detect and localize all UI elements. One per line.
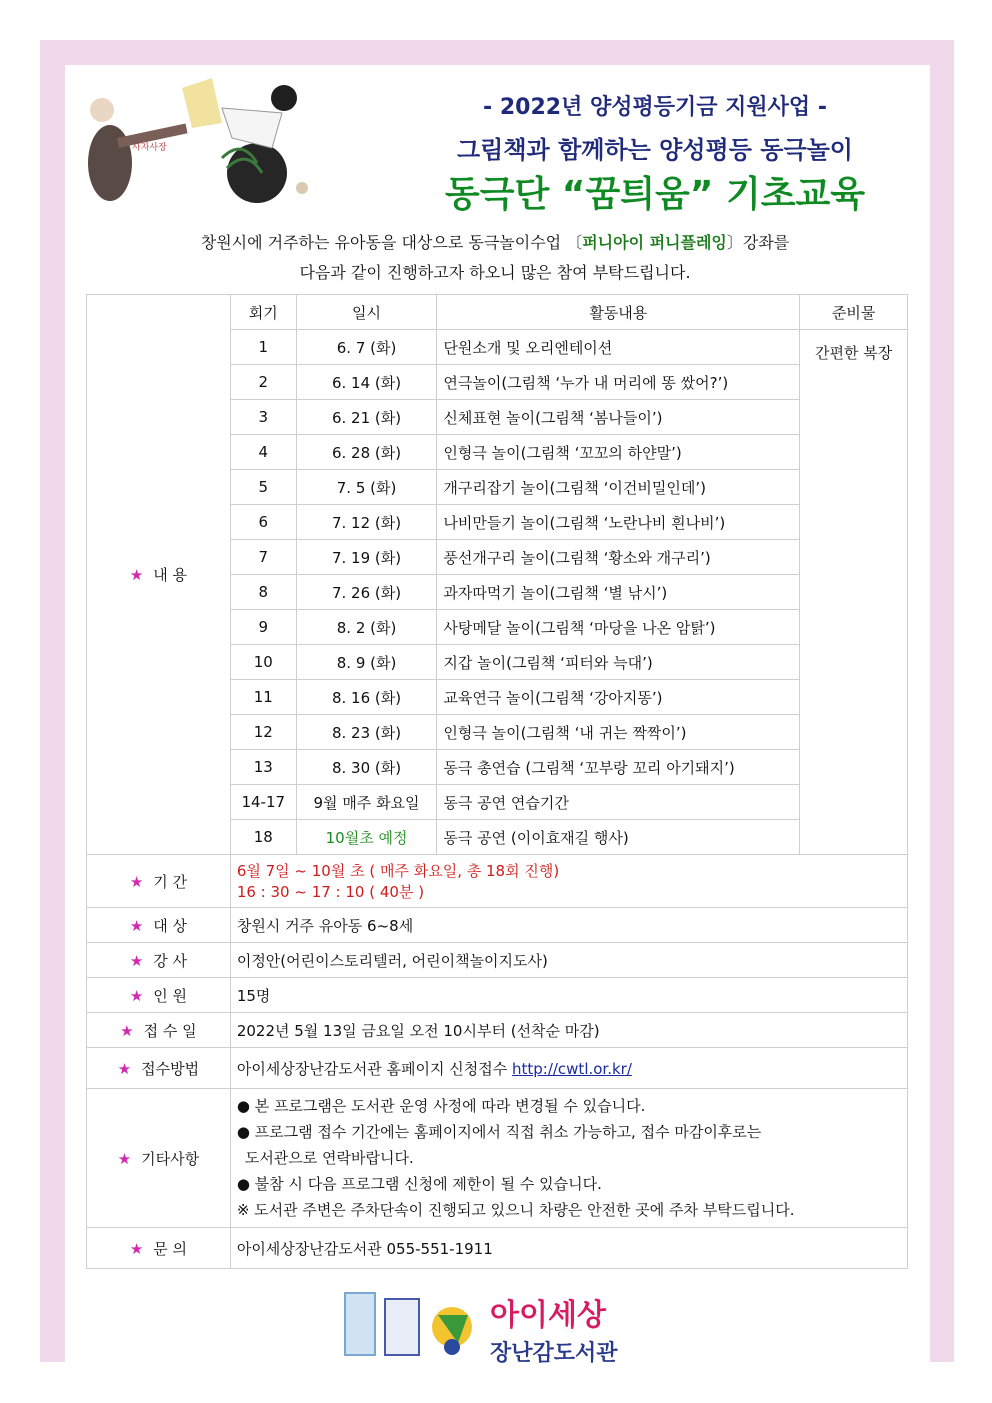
intro-line-1 [90,230,900,253]
date-cell: 8. 9 (화) [296,645,437,680]
activity-cell: 지갑 놀이(그림책 ‘피터와 늑대’) [437,645,800,680]
target-value: 창원시 거주 유아동 6~8세 [230,908,907,943]
info-row-period [87,855,908,908]
date-cell: 7. 26 (화) [296,575,437,610]
date-cell: 6. 14 (화) [296,365,437,400]
activity-cell: 인형극 놀이(그림책 ‘내 귀는 짝짝이’) [437,715,800,750]
star-icon: ★ [129,951,144,970]
session-cell: 14-17 [230,785,296,820]
capacity-label: ★ 인 원 [87,978,231,1013]
session-cell: 10 [230,645,296,680]
info-row-contact [87,1228,908,1269]
info-row-target [87,908,908,943]
logo-text-2: 장난감도서관 [490,1341,618,1366]
session-cell: 9 [230,610,296,645]
date-cell: 6. 28 (화) [296,435,437,470]
program-table [86,294,908,1269]
schedule-header-row [87,295,908,330]
star-icon: ★ [129,872,144,891]
session-cell: 2 [230,365,296,400]
activity-cell: 신체표현 놀이(그림책 ‘봄나들이’) [437,400,800,435]
note-line-2: ● 프로그램 접수 기간에는 홈페이지에서 직접 취소 가능하고, 접수 마감이후로는 [236,1123,762,1141]
session-cell: 12 [230,715,296,750]
header-session: 회기 [230,295,296,330]
header-prep: 준비물 [800,295,908,330]
star-icon: ★ [117,1059,132,1078]
date-cell: 8. 30 (화) [296,750,437,785]
contact-value: 아이세상장난감도서관 055-551-1911 [230,1228,907,1269]
date-cell: 6. 7 (화) [296,330,437,365]
note-line-4: ● 불참 시 다음 프로그램 신청에 제한이 될 수 있습니다. [236,1175,602,1193]
session-cell: 3 [230,400,296,435]
period-label: ★ 기 간 [87,855,231,908]
activity-cell: 과자따먹기 놀이(그림책 ‘별 낚시’) [437,575,800,610]
activity-cell: 개구리잡기 놀이(그림책 ‘이건비밀인데’) [437,470,800,505]
info-row-reception-date [87,1013,908,1048]
star-icon: ★ [120,1021,134,1040]
header-main-title: 동극단 “꿈틔움” 기초교육 [444,174,866,215]
info-row-notes [87,1089,908,1228]
intro-text-a: 창원시에 거주하는 유아동을 대상으로 동극놀이수업 〔 [200,233,583,252]
session-cell: 18 [230,820,296,855]
date-cell: 9월 매주 화요일 [296,785,437,820]
reception-date-value: 2022년 5월 13일 금요일 오전 10시부터 (선착순 마감) [230,1013,907,1048]
header-activity: 활동내용 [437,295,800,330]
homepage-link[interactable]: http://cwtl.or.kr/ [511,1059,632,1078]
activity-cell: 동극 공연 연습기간 [437,785,800,820]
date-cell: 6. 21 (화) [296,400,437,435]
content-label: ★ 내 용 [87,295,231,855]
note-line-1: ● 본 프로그램은 도서관 운영 사정에 따라 변경될 수 있습니다. [236,1097,646,1115]
session-cell: 5 [230,470,296,505]
date-cell: 10월초 예정 [296,820,437,855]
star-icon: ★ [129,986,144,1005]
notes-label: ★ 기타사항 [87,1089,231,1228]
info-row-capacity [87,978,908,1013]
star-icon: ★ [129,1239,144,1258]
header-subtitle: - 2022년 양성평등기금 지원사업 - [483,95,827,120]
session-cell: 8 [230,575,296,610]
date-cell: 8. 23 (화) [296,715,437,750]
info-row-instructor [87,943,908,978]
star-icon: ★ [117,1149,132,1168]
date-cell: 7. 19 (화) [296,540,437,575]
star-icon: ★ [129,566,144,584]
period-time: 16 : 30 ~ 17 : 10 ( 40분 ) [236,883,425,901]
intro-line-2: 다음과 같이 진행하고자 하오니 많은 참여 부탁드립니다. [299,263,691,282]
session-cell: 11 [230,680,296,715]
date-cell: 7. 12 (화) [296,505,437,540]
activity-cell: 나비만들기 놀이(그림책 ‘노란나비 흰나비’) [437,505,800,540]
date-cell: 8. 2 (화) [296,610,437,645]
activity-cell: 동극 총연습 (그림책 ‘꼬부랑 꼬리 아기돼지’) [437,750,800,785]
contact-label: ★ 문 의 [87,1228,231,1269]
period-dates: 6월 7일 ~ 10월 초 ( 매주 화요일, 총 18회 진행) [236,862,560,880]
info-row-method [87,1048,908,1089]
date-cell: 7. 5 (화) [296,470,437,505]
note-line-5: ※ 도서관 주변은 주차단속이 진행되고 있으니 차량은 안전한 곳에 주차 부탁드립니다. [236,1201,795,1219]
notes-value [230,1089,907,1228]
instructor-label: ★ 강 사 [87,943,231,978]
note-line-3: 도서관으로 연락바랍니다. [244,1149,414,1167]
activity-cell: 교육연극 놀이(그림책 ‘강아지똥’) [437,680,800,715]
activity-cell: 풍선개구리 놀이(그림책 ‘황소와 개구리’) [437,540,800,575]
instructor-value: 이정안(어린이스토리텔러, 어린이책놀이지도사) [230,943,907,978]
dance-illustration [72,68,312,214]
session-cell: 4 [230,435,296,470]
session-cell: 7 [230,540,296,575]
date-cell: 8. 16 (화) [296,680,437,715]
reception-date-label: ★ 접 수 일 [87,1013,231,1048]
method-label: ★ 접수방법 [87,1048,231,1089]
activity-cell: 단원소개 및 오리엔테이션 [437,330,800,365]
session-cell: 13 [230,750,296,785]
prep-cell: 간편한 복장 [800,330,908,855]
method-value: 아이세상장난감도서관 홈페이지 신청접수 http://cwtl.or.kr/ [230,1048,907,1089]
logo-text-1: 아이세상 [490,1298,606,1333]
session-cell: 6 [230,505,296,540]
session-cell: 1 [230,330,296,365]
intro-text-b: 〕강좌를 [726,233,790,252]
activity-cell: 동극 공연 (이이효재길 행사) [437,820,800,855]
target-label: ★ 대 상 [87,908,231,943]
header-date: 일시 [296,295,437,330]
activity-cell: 인형극 놀이(그림책 ‘꼬꼬의 하얀말’) [437,435,800,470]
star-icon: ★ [129,916,144,935]
capacity-value: 15명 [230,978,907,1013]
intro-highlight: 퍼니아이 퍼니플레잉 [582,233,727,252]
activity-cell: 사탕메달 놀이(그림책 ‘마당을 나온 암탉’) [437,610,800,645]
period-value [230,855,907,908]
illustration-caption: 사자사장 [132,143,167,153]
library-logo [340,1285,650,1370]
header-program-title: 그림책과 함께하는 양성평등 동극놀이 [456,136,853,164]
activity-cell: 연극놀이(그림책 ‘누가 내 머리에 똥 쌌어?’) [437,365,800,400]
